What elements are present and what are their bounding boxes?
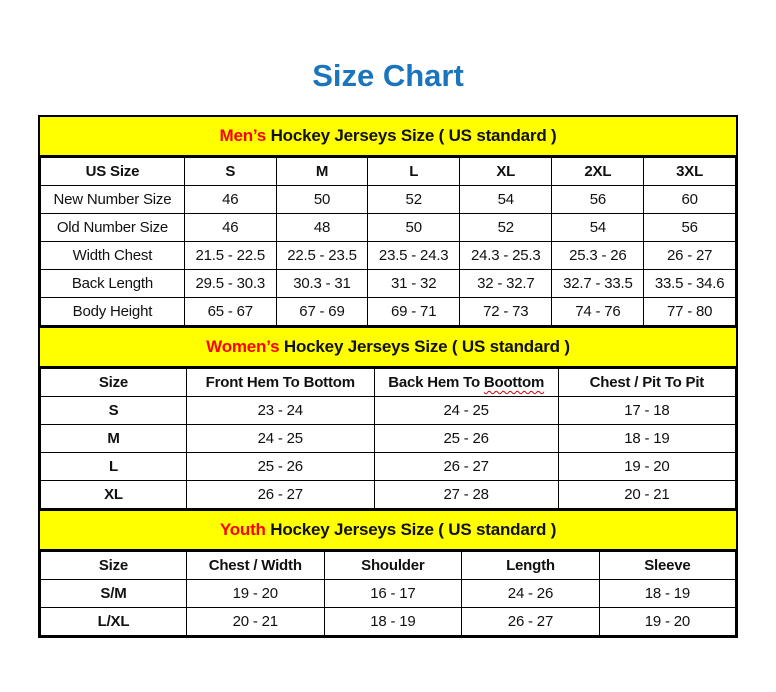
data-cell: 77 - 80 (644, 298, 736, 326)
data-cell: 26 - 27 (186, 481, 374, 509)
data-cell: 50 (368, 214, 460, 242)
table-row (41, 580, 736, 608)
data-cell: 18 - 19 (599, 580, 735, 608)
data-cell: 60 (644, 186, 736, 214)
page-title: Size Chart (312, 58, 464, 93)
data-cell: 16 - 17 (324, 580, 462, 608)
column-header: Length (462, 552, 600, 580)
data-cell: 23 - 24 (186, 397, 374, 425)
data-cell: 27 - 28 (374, 481, 558, 509)
table-row (41, 397, 736, 425)
data-cell: 24 - 26 (462, 580, 600, 608)
youth-size-table (40, 551, 736, 636)
mens-band-highlight: Men’s (219, 126, 267, 145)
header-row (41, 552, 736, 580)
data-cell: 23.5 - 24.3 (368, 242, 460, 270)
row-label: L (41, 453, 187, 481)
column-header: Front Hem To Bottom (186, 369, 374, 397)
column-header: US Size (41, 158, 185, 186)
table-row (41, 270, 736, 298)
column-header: 2XL (552, 158, 644, 186)
table-row (41, 453, 736, 481)
youth-band-highlight: Youth (219, 520, 266, 539)
column-header: Chest / Pit To Pit (558, 369, 735, 397)
row-label: Old Number Size (41, 214, 185, 242)
table-row (41, 481, 736, 509)
data-cell: 24 - 25 (374, 397, 558, 425)
data-cell: 24.3 - 25.3 (460, 242, 552, 270)
column-header: S (184, 158, 276, 186)
womens-section (40, 326, 736, 509)
data-cell: 48 (276, 214, 368, 242)
data-cell: 19 - 20 (186, 580, 324, 608)
data-cell: 20 - 21 (186, 608, 324, 636)
data-cell: 19 - 20 (599, 608, 735, 636)
data-cell: 26 - 27 (462, 608, 600, 636)
data-cell: 18 - 19 (324, 608, 462, 636)
column-header: Shoulder (324, 552, 462, 580)
column-header: Chest / Width (186, 552, 324, 580)
column-header: M (276, 158, 368, 186)
table-row (41, 214, 736, 242)
misspelled-word: Boottom (483, 374, 545, 391)
data-cell: 33.5 - 34.6 (644, 270, 736, 298)
data-cell: 30.3 - 31 (276, 270, 368, 298)
column-header: L (368, 158, 460, 186)
table-row (41, 298, 736, 326)
header-row (41, 369, 736, 397)
data-cell: 32.7 - 33.5 (552, 270, 644, 298)
column-header: Size (41, 552, 187, 580)
data-cell: 69 - 71 (368, 298, 460, 326)
data-cell: 52 (460, 214, 552, 242)
womens-band-highlight: Women’s (206, 337, 280, 356)
table-row (41, 242, 736, 270)
data-cell: 56 (644, 214, 736, 242)
womens-size-table (40, 368, 736, 509)
data-cell: 50 (276, 186, 368, 214)
womens-band-header (40, 326, 736, 368)
data-cell: 46 (184, 186, 276, 214)
table-row (41, 608, 736, 636)
data-cell: 25 - 26 (374, 425, 558, 453)
column-header: XL (460, 158, 552, 186)
youth-band-rest: Hockey Jerseys Size ( US standard ) (265, 520, 557, 539)
data-cell: 22.5 - 23.5 (276, 242, 368, 270)
data-cell: 18 - 19 (558, 425, 735, 453)
data-cell: 54 (460, 186, 552, 214)
data-cell: 32 - 32.7 (460, 270, 552, 298)
data-cell: 17 - 18 (558, 397, 735, 425)
mens-band-rest: Hockey Jerseys Size ( US standard ) (266, 126, 557, 145)
row-label: M (41, 425, 187, 453)
womens-band-rest: Hockey Jerseys Size ( US standard ) (279, 337, 570, 356)
data-cell: 26 - 27 (644, 242, 736, 270)
mens-section (40, 117, 736, 326)
data-cell: 19 - 20 (558, 453, 735, 481)
data-cell: 65 - 67 (184, 298, 276, 326)
row-label: XL (41, 481, 187, 509)
data-cell: 46 (184, 214, 276, 242)
data-cell: 21.5 - 22.5 (184, 242, 276, 270)
data-cell: 72 - 73 (460, 298, 552, 326)
mens-size-table (40, 157, 736, 326)
column-header: 3XL (644, 158, 736, 186)
size-chart (38, 115, 738, 638)
data-cell: 25.3 - 26 (552, 242, 644, 270)
row-label: Body Height (41, 298, 185, 326)
table-row (41, 186, 736, 214)
row-label: S/M (41, 580, 187, 608)
data-cell: 67 - 69 (276, 298, 368, 326)
data-cell: 74 - 76 (552, 298, 644, 326)
data-cell: 25 - 26 (186, 453, 374, 481)
row-label: L/XL (41, 608, 187, 636)
row-label: Back Length (41, 270, 185, 298)
mens-band-header (40, 117, 736, 157)
data-cell: 20 - 21 (558, 481, 735, 509)
data-cell: 52 (368, 186, 460, 214)
data-cell: 56 (552, 186, 644, 214)
youth-section (40, 509, 736, 636)
table-row (41, 425, 736, 453)
data-cell: 29.5 - 30.3 (184, 270, 276, 298)
data-cell: 54 (552, 214, 644, 242)
row-label: New Number Size (41, 186, 185, 214)
column-header: Size (41, 369, 187, 397)
header-row (41, 158, 736, 186)
column-header: Back Hem To Boottom (374, 369, 558, 397)
data-cell: 26 - 27 (374, 453, 558, 481)
column-header: Sleeve (599, 552, 735, 580)
youth-band-header (40, 509, 736, 551)
data-cell: 31 - 32 (368, 270, 460, 298)
data-cell: 24 - 25 (186, 425, 374, 453)
row-label: S (41, 397, 187, 425)
row-label: Width Chest (41, 242, 185, 270)
